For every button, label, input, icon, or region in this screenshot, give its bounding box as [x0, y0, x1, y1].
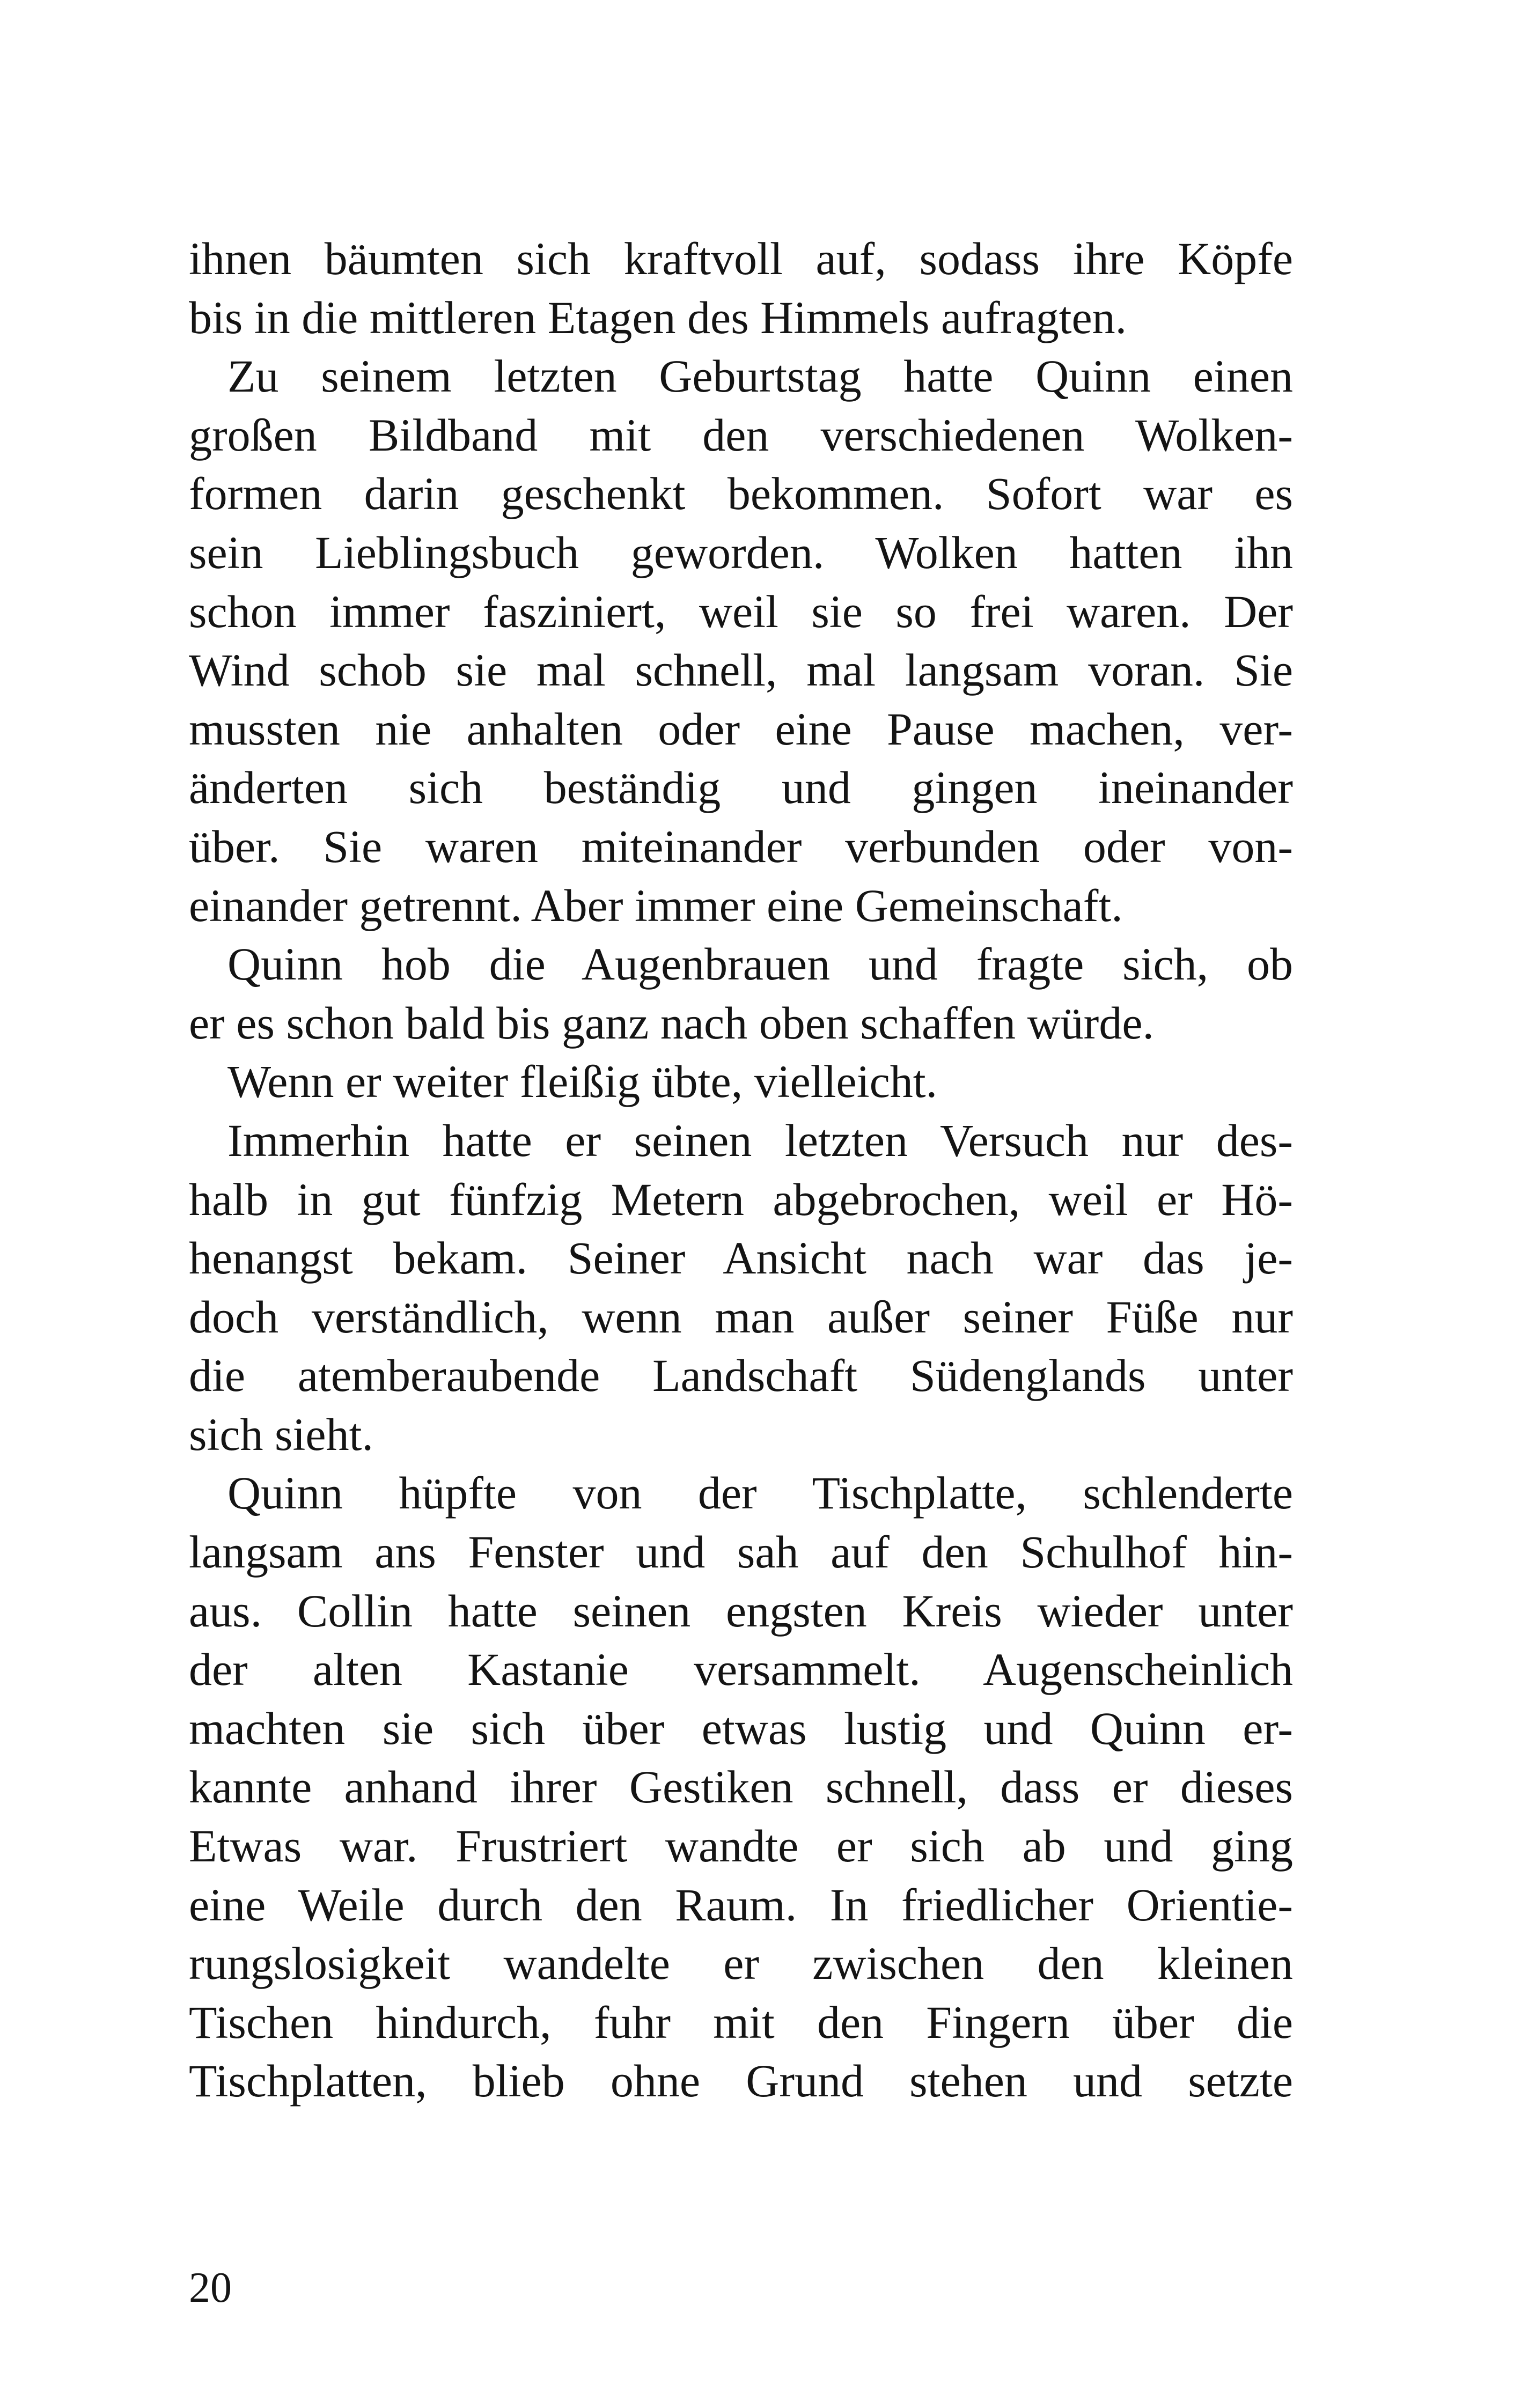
text-line: sich sieht.: [189, 1408, 373, 1460]
text-line: änderten sich beständig und gingen ineinander: [189, 762, 1293, 814]
text-line: Immerhin hatte er seinen letzten Versuch nur des-: [227, 1114, 1293, 1166]
text-line: halb in gut fünfzig Metern abgebrochen, weil er Hö-: [189, 1173, 1293, 1225]
paragraph: [189, 1111, 1293, 1464]
text-line: Wenn er weiter fleißig übte, vielleicht.: [227, 1056, 938, 1108]
text-line: doch verständlich, wenn man außer seiner Füße nur: [189, 1291, 1293, 1343]
paragraph: [189, 1052, 1293, 1111]
text-line: henangst bekam. Seiner Ansicht nach war das je-: [189, 1232, 1293, 1284]
text-line: mussten nie anhalten oder eine Pause machen, ver-: [189, 703, 1293, 755]
text-line: aus. Collin hatte seinen engsten Kreis wieder unter: [189, 1585, 1293, 1637]
text-line: er es schon bald bis ganz nach oben schaffen würde.: [189, 997, 1154, 1049]
text-line: einander getrennt. Aber immer eine Gemeinschaft.: [189, 879, 1123, 931]
text-line: Zu seinem letzten Geburtstag hatte Quinn einen: [227, 350, 1293, 402]
text-line: die atemberaubende Landschaft Südenglands unter: [189, 1350, 1293, 1402]
paragraph: [189, 347, 1293, 935]
text-line: kannte anhand ihrer Gestiken schnell, dass er dieses: [189, 1761, 1293, 1813]
text-line: Wind schob sie mal schnell, mal langsam voran. Sie: [189, 644, 1293, 696]
text-line: sein Lieblingsbuch geworden. Wolken hatten ihn: [189, 526, 1293, 578]
text-line: machten sie sich über etwas lustig und Quinn er-: [189, 1702, 1293, 1754]
page-number: 20: [189, 2264, 232, 2311]
text-line: rungslosigkeit wandelte er zwischen den kleinen: [189, 1938, 1293, 1990]
text-line: Quinn hüpfte von der Tischplatte, schlenderte: [227, 1467, 1293, 1519]
paragraph: [189, 230, 1293, 347]
text-line: Etwas war. Frustriert wandte er sich ab und ging: [189, 1820, 1293, 1872]
text-line: über. Sie waren miteinander verbunden oder von-: [189, 820, 1293, 872]
text-line: langsam ans Fenster und sah auf den Schulhof hin-: [189, 1526, 1293, 1578]
text-line: ihnen bäumten sich kraftvoll auf, sodass ihre Köpfe: [189, 233, 1293, 284]
text-line: der alten Kastanie versammelt. Augenscheinlich: [189, 1644, 1293, 1696]
text-line: Quinn hob die Augenbrauen und fragte sich, ob: [227, 938, 1293, 990]
text-line: Tischen hindurch, fuhr mit den Fingern über die: [189, 1996, 1293, 2048]
text-line: eine Weile durch den Raum. In friedlicher Orientie-: [189, 1879, 1293, 1931]
paragraph: [189, 1464, 1293, 2111]
paragraph: [189, 935, 1293, 1052]
text-line: bis in die mittleren Etagen des Himmels aufragten.: [189, 291, 1127, 343]
text-line: schon immer fasziniert, weil sie so frei waren. Der: [189, 585, 1293, 637]
text-line: formen darin geschenkt bekommen. Sofort war es: [189, 468, 1293, 520]
text-line: großen Bildband mit den verschiedenen Wolken-: [189, 409, 1293, 461]
text-line: Tischplatten, blieb ohne Grund stehen und setzte: [189, 2055, 1293, 2107]
body-text: [189, 230, 1293, 2111]
